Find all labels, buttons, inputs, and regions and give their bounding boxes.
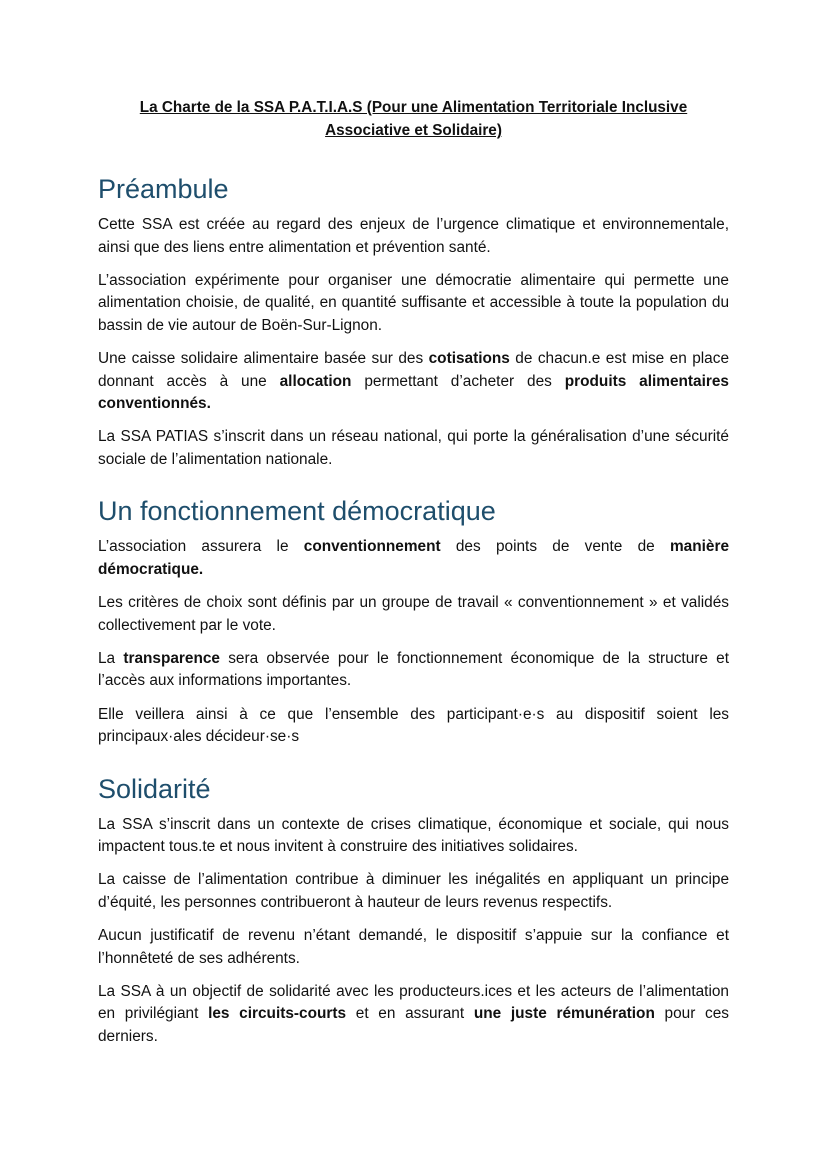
text: Aucun justificatif de revenu n’étant demandé, le dispositif s’appuie sur la confiance et l’honnêteté de ses adhérents. bbox=[98, 927, 729, 967]
bold-text: transparence bbox=[123, 649, 220, 667]
paragraph bbox=[98, 592, 729, 637]
section-solidarite bbox=[98, 773, 729, 1049]
bold-text: cotisations bbox=[428, 349, 510, 367]
section-heading: Solidarité bbox=[98, 773, 211, 804]
bold-text: une juste rémunération bbox=[473, 1005, 655, 1023]
text: La SSA s’inscrit dans un contexte de crises climatique, économique et sociale, qui nous impactent tous.te et nous invitent à construire des initiatives solidaires. bbox=[98, 815, 729, 856]
text: L’association expérimente pour organiser une démocratie alimentaire qui permette une alimentation choisie, de qualité, en quantité suffisante et accessible à toute la population du bassin de vie autour de Boën-Sur-Lignon. bbox=[98, 271, 729, 334]
document-page bbox=[98, 96, 729, 1073]
text: La SSA à un objectif de solidarité avec les producteurs.ices et les acteurs de l’alimentation en privilégiant bbox=[98, 982, 729, 1023]
paragraph bbox=[98, 426, 729, 471]
section-heading: Préambule bbox=[98, 174, 229, 204]
bold-text: les circuits-courts bbox=[208, 1005, 347, 1023]
bold-text: allocation bbox=[279, 372, 352, 390]
paragraph bbox=[98, 270, 729, 338]
bold-text: manière démocratique. bbox=[98, 538, 729, 579]
text: sera observée pour le fonctionnement économique de la structure et l’accès aux informations importantes. bbox=[98, 649, 729, 690]
section-fonctionnement-democratique bbox=[98, 495, 729, 748]
text: Cette SSA est créée au regard des enjeux de l’urgence climatique et environnementale, ainsi que des liens entre alimentation et prévention santé. bbox=[98, 216, 729, 256]
bold-text: conventionnement bbox=[303, 538, 441, 556]
document-title: La Charte de la SSA P.A.T.I.A.S (Pour une Alimentation Territoriale Inclusive Associative et Solidaire) bbox=[139, 99, 688, 139]
section-heading: Un fonctionnement démocratique bbox=[98, 496, 496, 527]
text: Les critères de choix sont définis par un groupe de travail « conventionnement » et validés collectivement par le vote. bbox=[98, 594, 729, 634]
text: L’association assurera le bbox=[98, 538, 304, 556]
text: La bbox=[98, 649, 124, 667]
text: Elle veillera ainsi à ce que l’ensemble des participant·e·s au dispositif soient les principaux·ales décideur·se·s bbox=[98, 705, 729, 746]
bold-text: produits alimentaires conventionnés. bbox=[98, 372, 729, 413]
paragraph bbox=[98, 981, 729, 1049]
text: de chacun.e est mise en place donnant accès à une bbox=[98, 349, 729, 390]
paragraph bbox=[98, 648, 729, 693]
paragraph bbox=[98, 536, 729, 581]
text: et en assurant bbox=[346, 1005, 474, 1023]
text: des points de vente de bbox=[440, 538, 670, 556]
paragraph bbox=[98, 214, 729, 259]
paragraph bbox=[98, 704, 729, 749]
paragraph bbox=[98, 925, 729, 970]
section-preambule bbox=[98, 173, 729, 471]
text: pour ces derniers. bbox=[98, 1005, 729, 1045]
text: Une caisse solidaire alimentaire basée sur des bbox=[98, 349, 429, 367]
text: La SSA PATIAS s’inscrit dans un réseau national, qui porte la généralisation d’une sécurité sociale de l’alimentation nationale. bbox=[98, 428, 729, 468]
paragraph bbox=[98, 348, 729, 416]
paragraph bbox=[98, 814, 729, 859]
paragraph bbox=[98, 869, 729, 914]
text: permettant d’acheter des bbox=[351, 372, 565, 390]
text: La caisse de l’alimentation contribue à diminuer les inégalités en appliquant un principe d’équité, les personnes contribueront à hauteur de leurs revenus respectifs. bbox=[98, 871, 729, 911]
